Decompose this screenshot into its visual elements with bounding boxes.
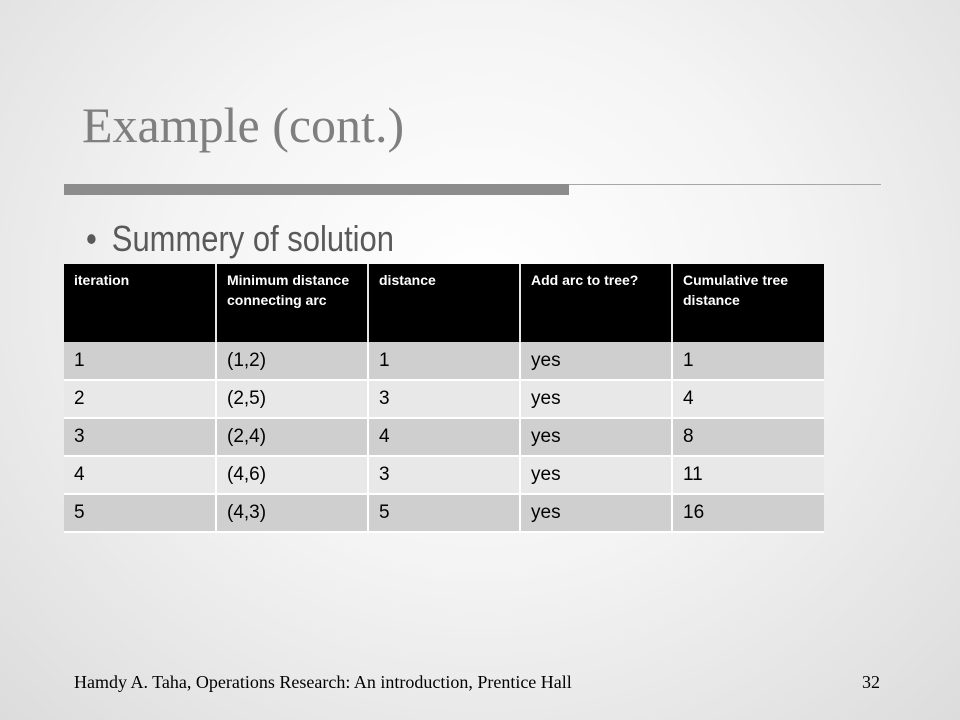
cell-distance: 4 [368,418,520,456]
title-underline-thick [64,184,569,195]
cell-distance: 3 [368,380,520,418]
bullet-dot: • [86,218,97,259]
cell-iteration: 4 [64,456,216,494]
cell-arc: (1,2) [216,342,368,380]
cell-arc: (4,6) [216,456,368,494]
cell-add-arc: yes [520,342,672,380]
cell-add-arc: yes [520,456,672,494]
cell-arc: (2,4) [216,418,368,456]
cell-cumulative: 1 [672,342,824,380]
cell-distance: 3 [368,456,520,494]
header-cumulative-distance: Cumulative tree distance [672,264,824,342]
cell-distance: 1 [368,342,520,380]
bullet-item [86,218,394,260]
table-header-row [64,264,824,342]
table-row [64,418,824,456]
slide-title: Example (cont.) [82,97,405,153]
cell-add-arc: yes [520,380,672,418]
cell-arc: (2,5) [216,380,368,418]
cell-cumulative: 4 [672,380,824,418]
header-iteration: iteration [64,264,216,342]
header-distance: distance [368,264,520,342]
footer-citation: Hamdy A. Taha, Operations Research: An introduction, Prentice Hall [74,672,572,692]
cell-cumulative: 16 [672,494,824,532]
cell-arc: (4,3) [216,494,368,532]
header-add-arc: Add arc to tree? [520,264,672,342]
cell-iteration: 5 [64,494,216,532]
page-number: 32 [862,672,880,692]
cell-iteration: 3 [64,418,216,456]
solution-table [64,264,824,533]
bullet-text: Summery of solution [111,218,395,259]
table-row [64,494,824,532]
header-min-distance-arc: Minimum distance connecting arc [216,264,368,342]
cell-add-arc: yes [520,418,672,456]
cell-iteration: 2 [64,380,216,418]
cell-iteration: 1 [64,342,216,380]
table-row [64,380,824,418]
cell-cumulative: 11 [672,456,824,494]
cell-distance: 5 [368,494,520,532]
cell-add-arc: yes [520,494,672,532]
table-row [64,342,824,380]
title-underline-thin [569,184,881,185]
cell-cumulative: 8 [672,418,824,456]
table-row [64,456,824,494]
